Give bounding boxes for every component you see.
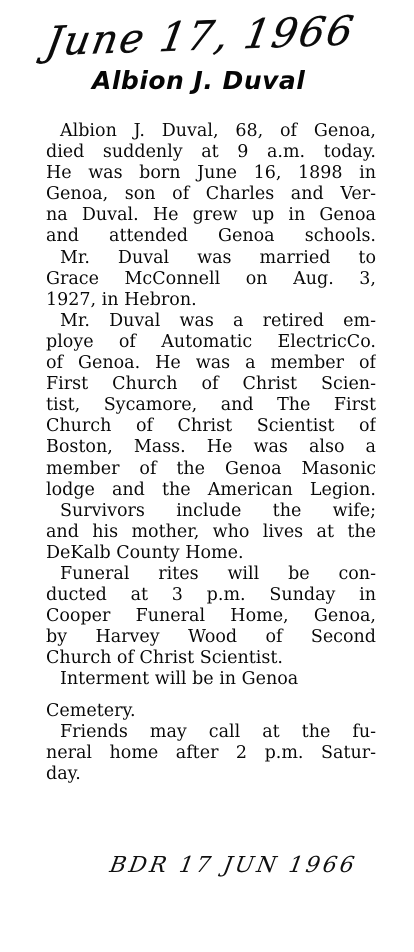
paragraph-gap bbox=[46, 691, 376, 701]
handwritten-source-note: BDR 17 JUN 1966 bbox=[107, 853, 360, 878]
article-line: Church of Christ Scientist. bbox=[46, 648, 283, 669]
article-line: ducted at 3 p.m. Sunday in bbox=[46, 585, 376, 606]
article-line: member of the Genoa Masonic bbox=[46, 458, 376, 479]
article-line: Funeral rites will be con- bbox=[60, 563, 376, 584]
article-line: Mr. Duval was a retired em- bbox=[60, 310, 376, 331]
article-line: Church of Christ Scientist of bbox=[46, 416, 376, 437]
article-line: Grace McConnell on Aug. 3, bbox=[46, 268, 376, 289]
article-line: Albion J. Duval, 68, of Genoa, bbox=[60, 121, 376, 141]
article-line: died suddenly at 9 a.m. today. bbox=[46, 142, 376, 163]
article-line: Survivors include the wife; bbox=[60, 500, 376, 521]
article-line: Cooper Funeral Home, Genoa, bbox=[46, 606, 376, 627]
article-line: neral home after 2 p.m. Satur- bbox=[46, 742, 376, 763]
article-line: of Genoa. He was a member of bbox=[46, 353, 376, 374]
article-line: and his mother, who lives at the bbox=[46, 521, 376, 542]
article-line: na Duval. He grew up in Genoa bbox=[46, 205, 376, 226]
article-line: First Church of Christ Scien- bbox=[46, 374, 376, 395]
article-line: Cemetery. bbox=[46, 700, 136, 721]
article-line: ploye of Automatic ElectricCo. bbox=[46, 331, 376, 352]
article-line: 1927, in Hebron. bbox=[46, 289, 197, 310]
article-line: He was born June 16, 1898 in bbox=[46, 163, 376, 184]
article-line: and attended Genoa schools. bbox=[46, 226, 376, 247]
article-line: Genoa, son of Charles and Ver- bbox=[46, 184, 376, 205]
article-line: lodge and the American Legion. bbox=[46, 479, 376, 500]
article-line: Boston, Mass. He was also a bbox=[46, 437, 376, 458]
article-line: by Harvey Wood of Second bbox=[46, 627, 376, 648]
article-line: Friends may call at the fu- bbox=[60, 721, 376, 742]
obituary-headline: Albion J. Duval bbox=[92, 66, 306, 95]
article-line: DeKalb County Home. bbox=[46, 542, 244, 563]
article-line: day. bbox=[46, 763, 81, 784]
handwritten-date: June 17, 1966 bbox=[42, 8, 359, 66]
article-line: Mr. Duval was married to bbox=[60, 247, 376, 268]
article-line: tist, Sycamore, and The First bbox=[46, 395, 376, 416]
obituary-body bbox=[46, 121, 376, 785]
article-line: Interment will be in Genoa bbox=[60, 669, 299, 690]
